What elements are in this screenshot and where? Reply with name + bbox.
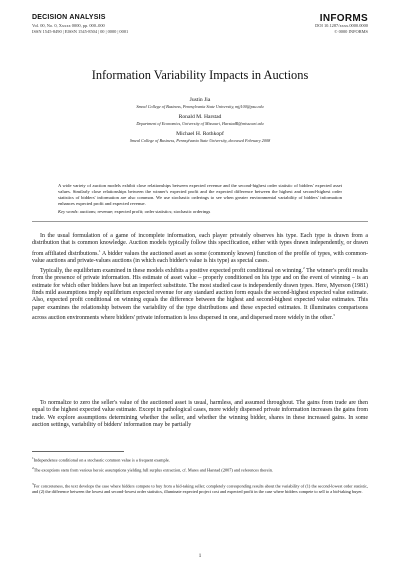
- issn-line: ISSN 1545-8490 | EISSN 1545-8504 | 00 | 0000 | 0001: [32, 29, 129, 34]
- footnote: $^1$Independence conditional on a stochastic common value is a frequent example.: [32, 456, 170, 463]
- body-section: [32, 400, 368, 429]
- volume-line: Vol. 00, No. 0, Xxxxx 0000, pp. 000–000: [32, 23, 105, 28]
- author-affiliation: Smeal College of Business, Pennsylvania State University, deceased February 2008: [129, 138, 271, 143]
- journal-name: DECISION ANALYSIS: [32, 14, 106, 21]
- paper-title: Information Variability Impacts in Auctions: [91, 68, 309, 82]
- copyright-line: © 0000 INFORMS: [334, 29, 368, 34]
- footnote-ref: 3: [333, 312, 335, 317]
- publisher-name: INFORMS: [319, 13, 368, 24]
- doi-line: DOI 10.1287/xxxx.0000.0000: [315, 23, 368, 28]
- keywords: [58, 209, 342, 214]
- page-number: 1: [198, 554, 202, 559]
- abstract-divider: [32, 221, 368, 222]
- paragraph: In the usual formulation of a game of incomplete information, each player privately observes his type. Each type is drawn from a distribution that is common knowledge. Auction models typically follow this specification, either with types drawn independently, or drawn from affiliated distributions.$^1$ A bidder values the auctioned asset as some (commonly known) function of the profile of types, with common-value auctions and private-values auctions (in which each bidder's value is his type) as special cases.: [32, 233, 368, 264]
- footnote-divider: [32, 451, 124, 452]
- abstract: A wide variety of auction models exhibit close relationships between expected revenue and the second-highest order statistic of bidders' expected asset values. Similarly close relationships between the winner's expected profit and the expected difference between the highest and second-highest order statistics of bidders' information are also common. We use stochastic orderings to see when greater environmental variability of bidders' information enhances expected profit and expected revenue.: [58, 183, 342, 207]
- footnote: $^2$The exceptions stem from various heroic assumptions yielding full surplus extraction, cf. Mares and Harstad (2007) and references therein.: [32, 466, 273, 473]
- body-section: [32, 233, 368, 322]
- author-affiliation: Department of Economics, University of Missouri, HarstadR@missouri.edu: [136, 121, 264, 126]
- author-name: Justin Jia: [189, 97, 211, 103]
- keywords-list: : auctions; revenue; expected profit; order statistics; stochastic orderings: [77, 209, 211, 214]
- running-header: [32, 14, 368, 36]
- paragraph: Typically, the equilibrium examined in these models exhibits a positive expected profit conditional on winning.$^2$ The winner's profit results from the presence of private information. His estimate of asset value – properly conditioned on his type and on the event of winning – is an estimate for which other bidders have but an imperfect substitute. The most studied case is independently drawn types. Here, Myerson (1981) finds mild assumptions imply equilibrium expected revenue for any standard auction form equals the second-highest expected value estimate. Also, expected profit conditional on winning equals the difference between the highest and second-highest expected value estimates. This paper examines the relationship between the variability of the type distributions and these expected estimates. It illuminates comparisons across auction environments where bidders' private information is less dispersed in one, and dispersed more widely in the other.$^3$: [32, 266, 368, 321]
- author-name: Michael H. Rothkopf: [176, 131, 224, 137]
- author-affiliation: Smeal College of Business, Pennsylvania State University, mjj100@psu.edu: [136, 104, 264, 109]
- footnote-ref: 2: [302, 266, 305, 271]
- paragraph: To normalize to zero the seller's value of the auctioned asset is usual, harmless, and assumed throughout. The gains from trade are then equal to the highest expected value estimate. Except in pathological cases, more widely dispersed private information increases the gains from trade. We explore assumptions determining whether the seller, and whether the winning bidder, shares in these increased gains. In some auction settings, variability of bidders' information may be partially: [32, 400, 368, 428]
- footnote: $^3$For concreteness, the text develops the case where bidders compete to buy from a bid-taking seller; completely corresponding results about the variability of (1) the second-lowest order statistic, and (2) the difference between the lowest and second-lowest order statistics, illuminate expected project cost and expected profit in the case where bidders compete to sell to a bid-taking buyer.: [32, 482, 368, 495]
- footnote-ref: 1: [98, 248, 101, 253]
- author-name: Ronald M. Harstad: [178, 114, 222, 120]
- keywords-label: Key words: [58, 209, 78, 214]
